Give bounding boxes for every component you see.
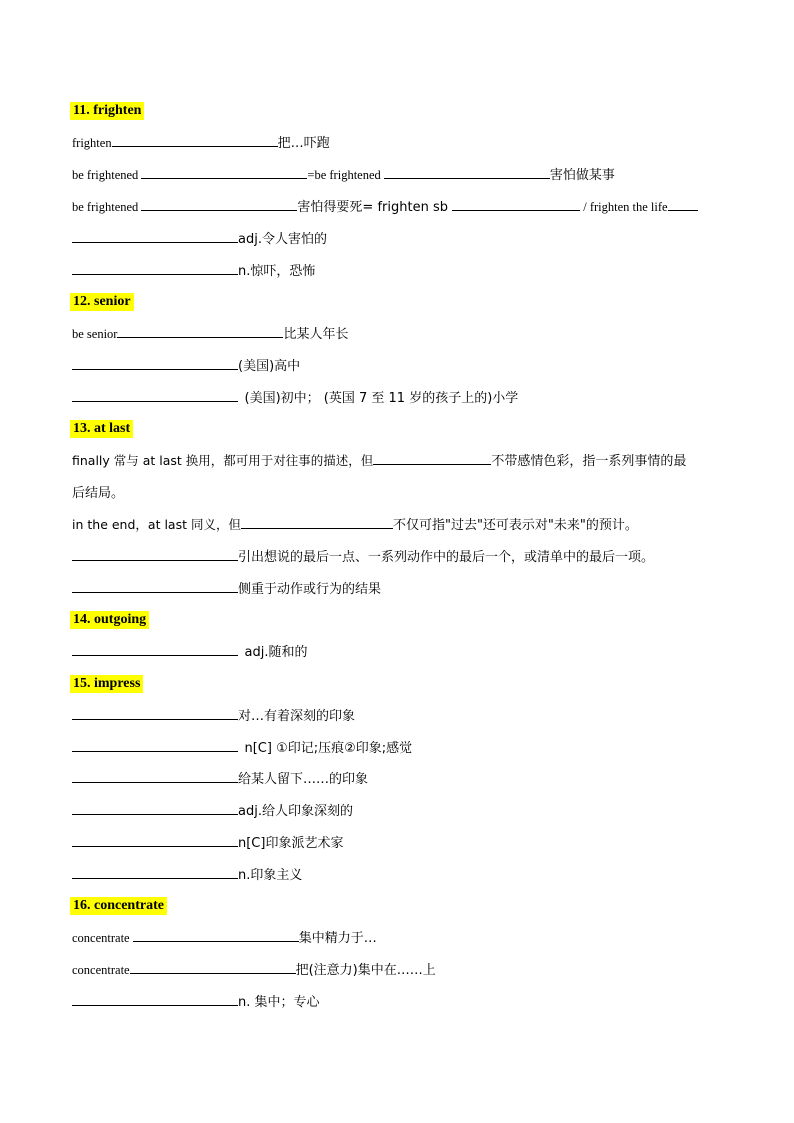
fill-blank[interactable] bbox=[141, 166, 307, 179]
exercise-line: (美国)初中； (英国 7 至 11 岁的孩子上的)小学 bbox=[72, 389, 754, 408]
exercise-line: n[C] ①印记;压痕②印象;感觉 bbox=[72, 739, 754, 758]
section-heading-outgoing: 14. outgoing bbox=[70, 611, 149, 629]
section-heading-senior: 12. senior bbox=[70, 293, 134, 311]
exercise-line: adj.随和的 bbox=[72, 643, 754, 662]
exercise-line: 对…有着深刻的印象 bbox=[72, 707, 754, 726]
exercise-line: frighten 把…吓跑 bbox=[72, 136, 330, 151]
exercise-line: n[C]印象派艺术家 bbox=[72, 834, 754, 853]
exercise-line: n.印象主义 bbox=[72, 866, 754, 885]
fill-blank[interactable] bbox=[72, 770, 238, 783]
fill-blank[interactable] bbox=[72, 389, 238, 402]
fill-blank[interactable] bbox=[452, 198, 580, 211]
fill-blank[interactable] bbox=[141, 198, 297, 211]
fill-blank[interactable] bbox=[72, 802, 238, 815]
fill-blank[interactable] bbox=[373, 452, 491, 465]
exercise-line-continued: 后结局。 bbox=[72, 486, 125, 501]
fill-blank[interactable] bbox=[72, 548, 238, 561]
exercise-line: n.惊吓，恐怖 bbox=[72, 262, 754, 281]
exercise-line: be frightened 害怕得要死= frighten sb / frighten the life bbox=[72, 198, 754, 217]
fill-blank[interactable] bbox=[384, 166, 550, 179]
fill-blank[interactable] bbox=[72, 739, 238, 752]
fill-blank[interactable] bbox=[72, 357, 238, 370]
exercise-line: 给某人留下……的印象 bbox=[72, 770, 754, 789]
fill-blank[interactable] bbox=[668, 198, 698, 211]
section-heading-impress: 15. impress bbox=[70, 675, 143, 693]
exercise-line: adj.令人害怕的 bbox=[72, 230, 754, 249]
fill-blank[interactable] bbox=[241, 516, 393, 529]
exercise-line: finally 常与 at last 换用，都可用于对往事的描述，但 不带感情色彩，指一系列事情的最 bbox=[72, 453, 687, 469]
fill-blank[interactable] bbox=[72, 230, 238, 243]
fill-blank[interactable] bbox=[133, 929, 299, 942]
exercise-line: adj.给人印象深刻的 bbox=[72, 802, 754, 821]
exercise-line: concentrate 集中精力于… bbox=[72, 931, 377, 946]
fill-blank[interactable] bbox=[130, 961, 296, 974]
fill-blank[interactable] bbox=[72, 262, 238, 275]
exercise-line: 引出想说的最后一点、一系列动作中的最后一个，或清单中的最后一项。 bbox=[72, 548, 754, 567]
section-heading-concentrate: 16. concentrate bbox=[70, 897, 167, 915]
fill-blank[interactable] bbox=[72, 643, 238, 656]
exercise-line: (美国)高中 bbox=[72, 357, 754, 376]
fill-blank[interactable] bbox=[117, 325, 283, 338]
fill-blank[interactable] bbox=[72, 580, 238, 593]
fill-blank[interactable] bbox=[72, 707, 238, 720]
exercise-line: in the end，at last 同义，但 不仅可指"过去"还可表示对"未来"的预计。 bbox=[72, 517, 638, 533]
exercise-line: be senior 比某人年长 bbox=[72, 327, 349, 342]
exercise-line: n. 集中；专心 bbox=[72, 993, 754, 1012]
fill-blank[interactable] bbox=[72, 993, 238, 1006]
exercise-line: be frightened =be frightened 害怕做某事 bbox=[72, 168, 615, 183]
fill-blank[interactable] bbox=[72, 866, 238, 879]
fill-blank[interactable] bbox=[72, 834, 238, 847]
section-heading-at-last: 13. at last bbox=[70, 420, 133, 438]
fill-blank[interactable] bbox=[112, 134, 278, 147]
exercise-line: 侧重于动作或行为的结果 bbox=[72, 580, 754, 599]
section-heading-frighten: 11. frighten bbox=[70, 102, 144, 120]
exercise-line: concentrate 把(注意力)集中在……上 bbox=[72, 963, 436, 978]
